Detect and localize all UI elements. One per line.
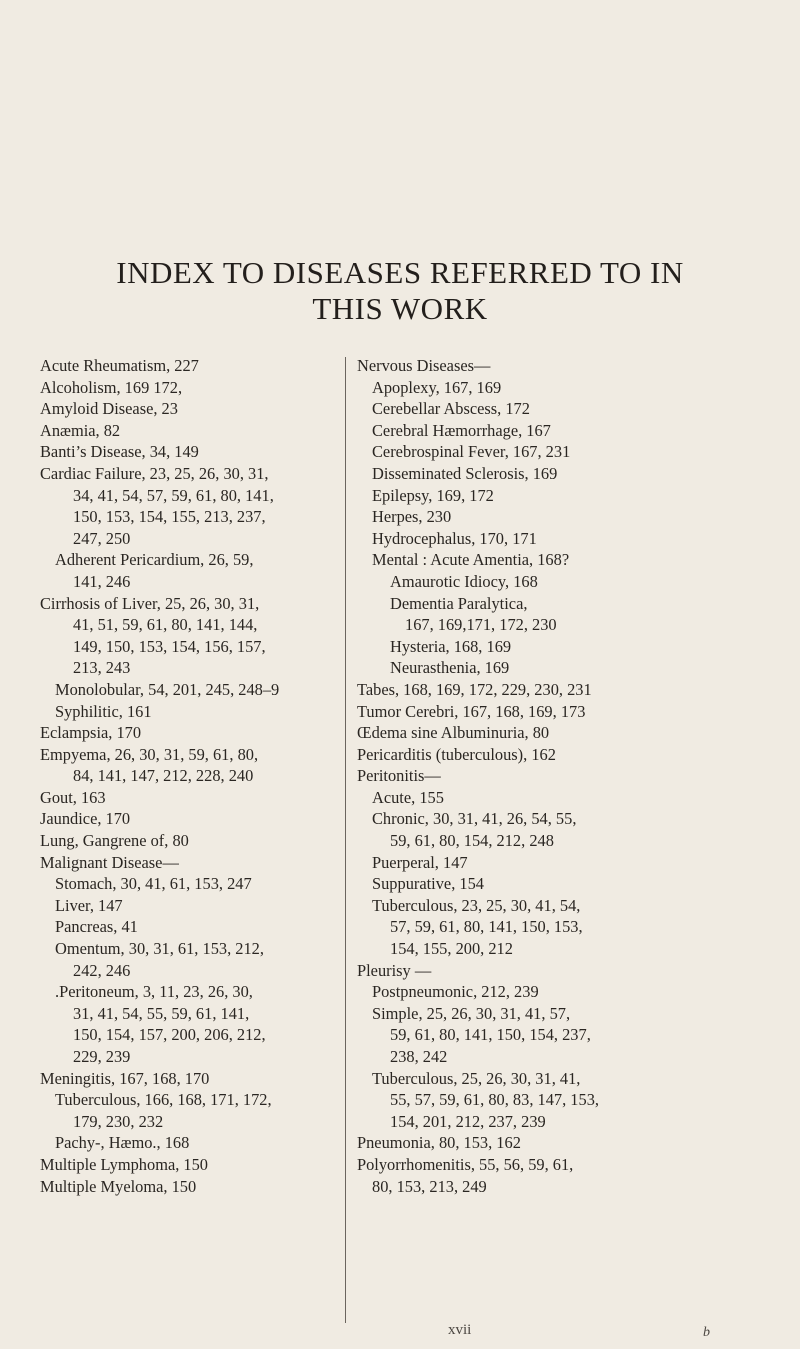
index-entry: 154, 155, 200, 212	[390, 939, 513, 959]
index-entry: Multiple Lymphoma, 150	[40, 1154, 208, 1174]
index-entry: Cerebellar Abscess, 172	[372, 399, 530, 419]
index-entry: Hysteria, 168, 169	[390, 636, 512, 656]
index-entry: Gout, 163	[40, 787, 106, 807]
index-entry: Amaurotic Idiocy, 168	[390, 571, 538, 591]
title-line-2: THIS WORK	[312, 291, 488, 326]
index-entry: Acute, 155	[372, 787, 444, 807]
index-entry: 179, 230, 232	[73, 1111, 164, 1131]
index-entry: Mental : Acute Amentia, 168?	[372, 550, 570, 570]
index-entry: Œdema sine Albuminuria, 80	[357, 723, 550, 743]
index-entry: 59, 61, 80, 141, 150, 154, 237,	[390, 1025, 591, 1045]
index-entry: Hydrocephalus, 170, 171	[372, 528, 537, 548]
index-entry: Multiple Myeloma, 150	[40, 1176, 197, 1196]
index-entry: 31, 41, 54, 55, 59, 61, 141,	[73, 1003, 250, 1023]
index-entry: 150, 154, 157, 200, 206, 212,	[73, 1025, 266, 1045]
index-entry: Lung, Gangrene of, 80	[40, 831, 189, 851]
index-entry: Tuberculous, 23, 25, 30, 41, 54,	[372, 895, 581, 915]
index-entry: Tuberculous, 25, 26, 30, 31, 41,	[372, 1068, 581, 1088]
index-entry: 150, 153, 154, 155, 213, 237,	[73, 507, 266, 527]
index-entry: 149, 150, 153, 154, 156, 157,	[73, 636, 266, 656]
index-entry: Suppurative, 154	[372, 874, 484, 894]
page-number: xvii	[448, 1322, 472, 1338]
index-entry: 84, 141, 147, 212, 228, 240	[73, 766, 254, 786]
index-entry: Empyema, 26, 30, 31, 59, 61, 80,	[40, 744, 259, 764]
index-entry: Simple, 25, 26, 30, 31, 41, 57,	[372, 1003, 571, 1023]
index-entry: Jaundice, 170	[40, 809, 131, 829]
index-entry: 141, 246	[73, 571, 131, 591]
index-entry: Pleurisy —	[357, 960, 432, 980]
index-entry: Tuberculous, 166, 168, 171, 172,	[55, 1090, 272, 1110]
index-title	[0, 255, 800, 327]
index-entry: Pneumonia, 80, 153, 162	[357, 1133, 521, 1153]
index-entry: Cardiac Failure, 23, 25, 26, 30, 31,	[40, 463, 269, 483]
index-entry: Pancreas, 41	[55, 917, 138, 937]
index-entry: Tabes, 168, 169, 172, 229, 230, 231	[357, 679, 592, 699]
index-entry: Apoplexy, 167, 169	[372, 377, 502, 397]
index-entry: Eclampsia, 170	[40, 723, 142, 743]
index-entry: Omentum, 30, 31, 61, 153, 212,	[55, 939, 264, 959]
index-entry: Postpneumonic, 212, 239	[372, 982, 539, 1002]
index-entry: 34, 41, 54, 57, 59, 61, 80, 141,	[73, 485, 274, 505]
index-entry: Amyloid Disease, 23	[40, 399, 178, 419]
index-entry: Nervous Diseases—	[357, 356, 491, 375]
index-entry: Herpes, 230	[372, 507, 452, 527]
index-entry: Acute Rheumatism, 227	[40, 356, 199, 375]
index-entry: Polyorrhomenitis, 55, 56, 59, 61,	[357, 1154, 574, 1174]
index-entry: Monolobular, 54, 201, 245, 248–9	[55, 679, 280, 699]
index-entry: Pericarditis (tuberculous), 162	[357, 744, 556, 764]
index-entry: Stomach, 30, 41, 61, 153, 247	[55, 874, 252, 894]
index-entry: 238, 242	[390, 1047, 448, 1066]
index-entry: Dementia Paralytica,	[390, 593, 528, 613]
index-entry: .Peritoneum, 3, 11, 23, 26, 30,	[55, 982, 253, 1002]
index-entry: Epilepsy, 169, 172	[372, 485, 494, 505]
index-entry: Tumor Cerebri, 167, 168, 169, 173	[357, 701, 586, 721]
index-entry: 229, 239	[73, 1047, 131, 1066]
index-entry: Cirrhosis of Liver, 25, 26, 30, 31,	[40, 593, 260, 613]
index-entry: 57, 59, 61, 80, 141, 150, 153,	[390, 917, 583, 937]
index-entry: Cerebrospinal Fever, 167, 231	[372, 442, 571, 462]
index-entry: Puerperal, 147	[372, 852, 468, 872]
index-entry: Liver, 147	[55, 895, 123, 915]
index-entry: Neurasthenia, 169	[390, 658, 510, 678]
signature-mark: b	[703, 1325, 710, 1340]
index-entry: Syphilitic, 161	[55, 701, 152, 721]
title-line-1: INDEX TO DISEASES REFERRED TO IN	[116, 255, 684, 290]
column-divider	[345, 357, 346, 1323]
index-entry: Malignant Disease—	[40, 852, 179, 872]
index-entry: Disseminated Sclerosis, 169	[372, 463, 558, 483]
index-entry: Pachy-, Hæmo., 168	[55, 1133, 190, 1153]
index-entry: Anæmia, 82	[40, 420, 121, 440]
index-entry: 247, 250	[73, 528, 131, 548]
index-entry: 41, 51, 59, 61, 80, 141, 144,	[73, 615, 258, 635]
index-entry: Peritonitis—	[357, 766, 441, 786]
index-entry: Alcoholism, 169 172,	[40, 377, 183, 397]
index-entry: 213, 243	[73, 658, 131, 678]
index-entry: Cerebral Hæmorrhage, 167	[372, 420, 551, 440]
right-index-column	[357, 355, 767, 1197]
index-entry: Meningitis, 167, 168, 170	[40, 1068, 210, 1088]
index-entry: 242, 246	[73, 960, 131, 980]
index-entry: 167, 169,171, 172, 230	[405, 615, 557, 635]
index-entry: 80, 153, 213, 249	[372, 1176, 487, 1196]
index-entry: Chronic, 30, 31, 41, 26, 54, 55,	[372, 809, 577, 829]
index-entry: 59, 61, 80, 154, 212, 248	[390, 831, 554, 851]
index-entry: 55, 57, 59, 61, 80, 83, 147, 153,	[390, 1090, 599, 1110]
index-entry: 154, 201, 212, 237, 239	[390, 1111, 546, 1131]
index-entry: Adherent Pericardium, 26, 59,	[55, 550, 254, 570]
index-entry: Banti’s Disease, 34, 149	[40, 442, 199, 462]
left-index-column	[40, 355, 340, 1197]
